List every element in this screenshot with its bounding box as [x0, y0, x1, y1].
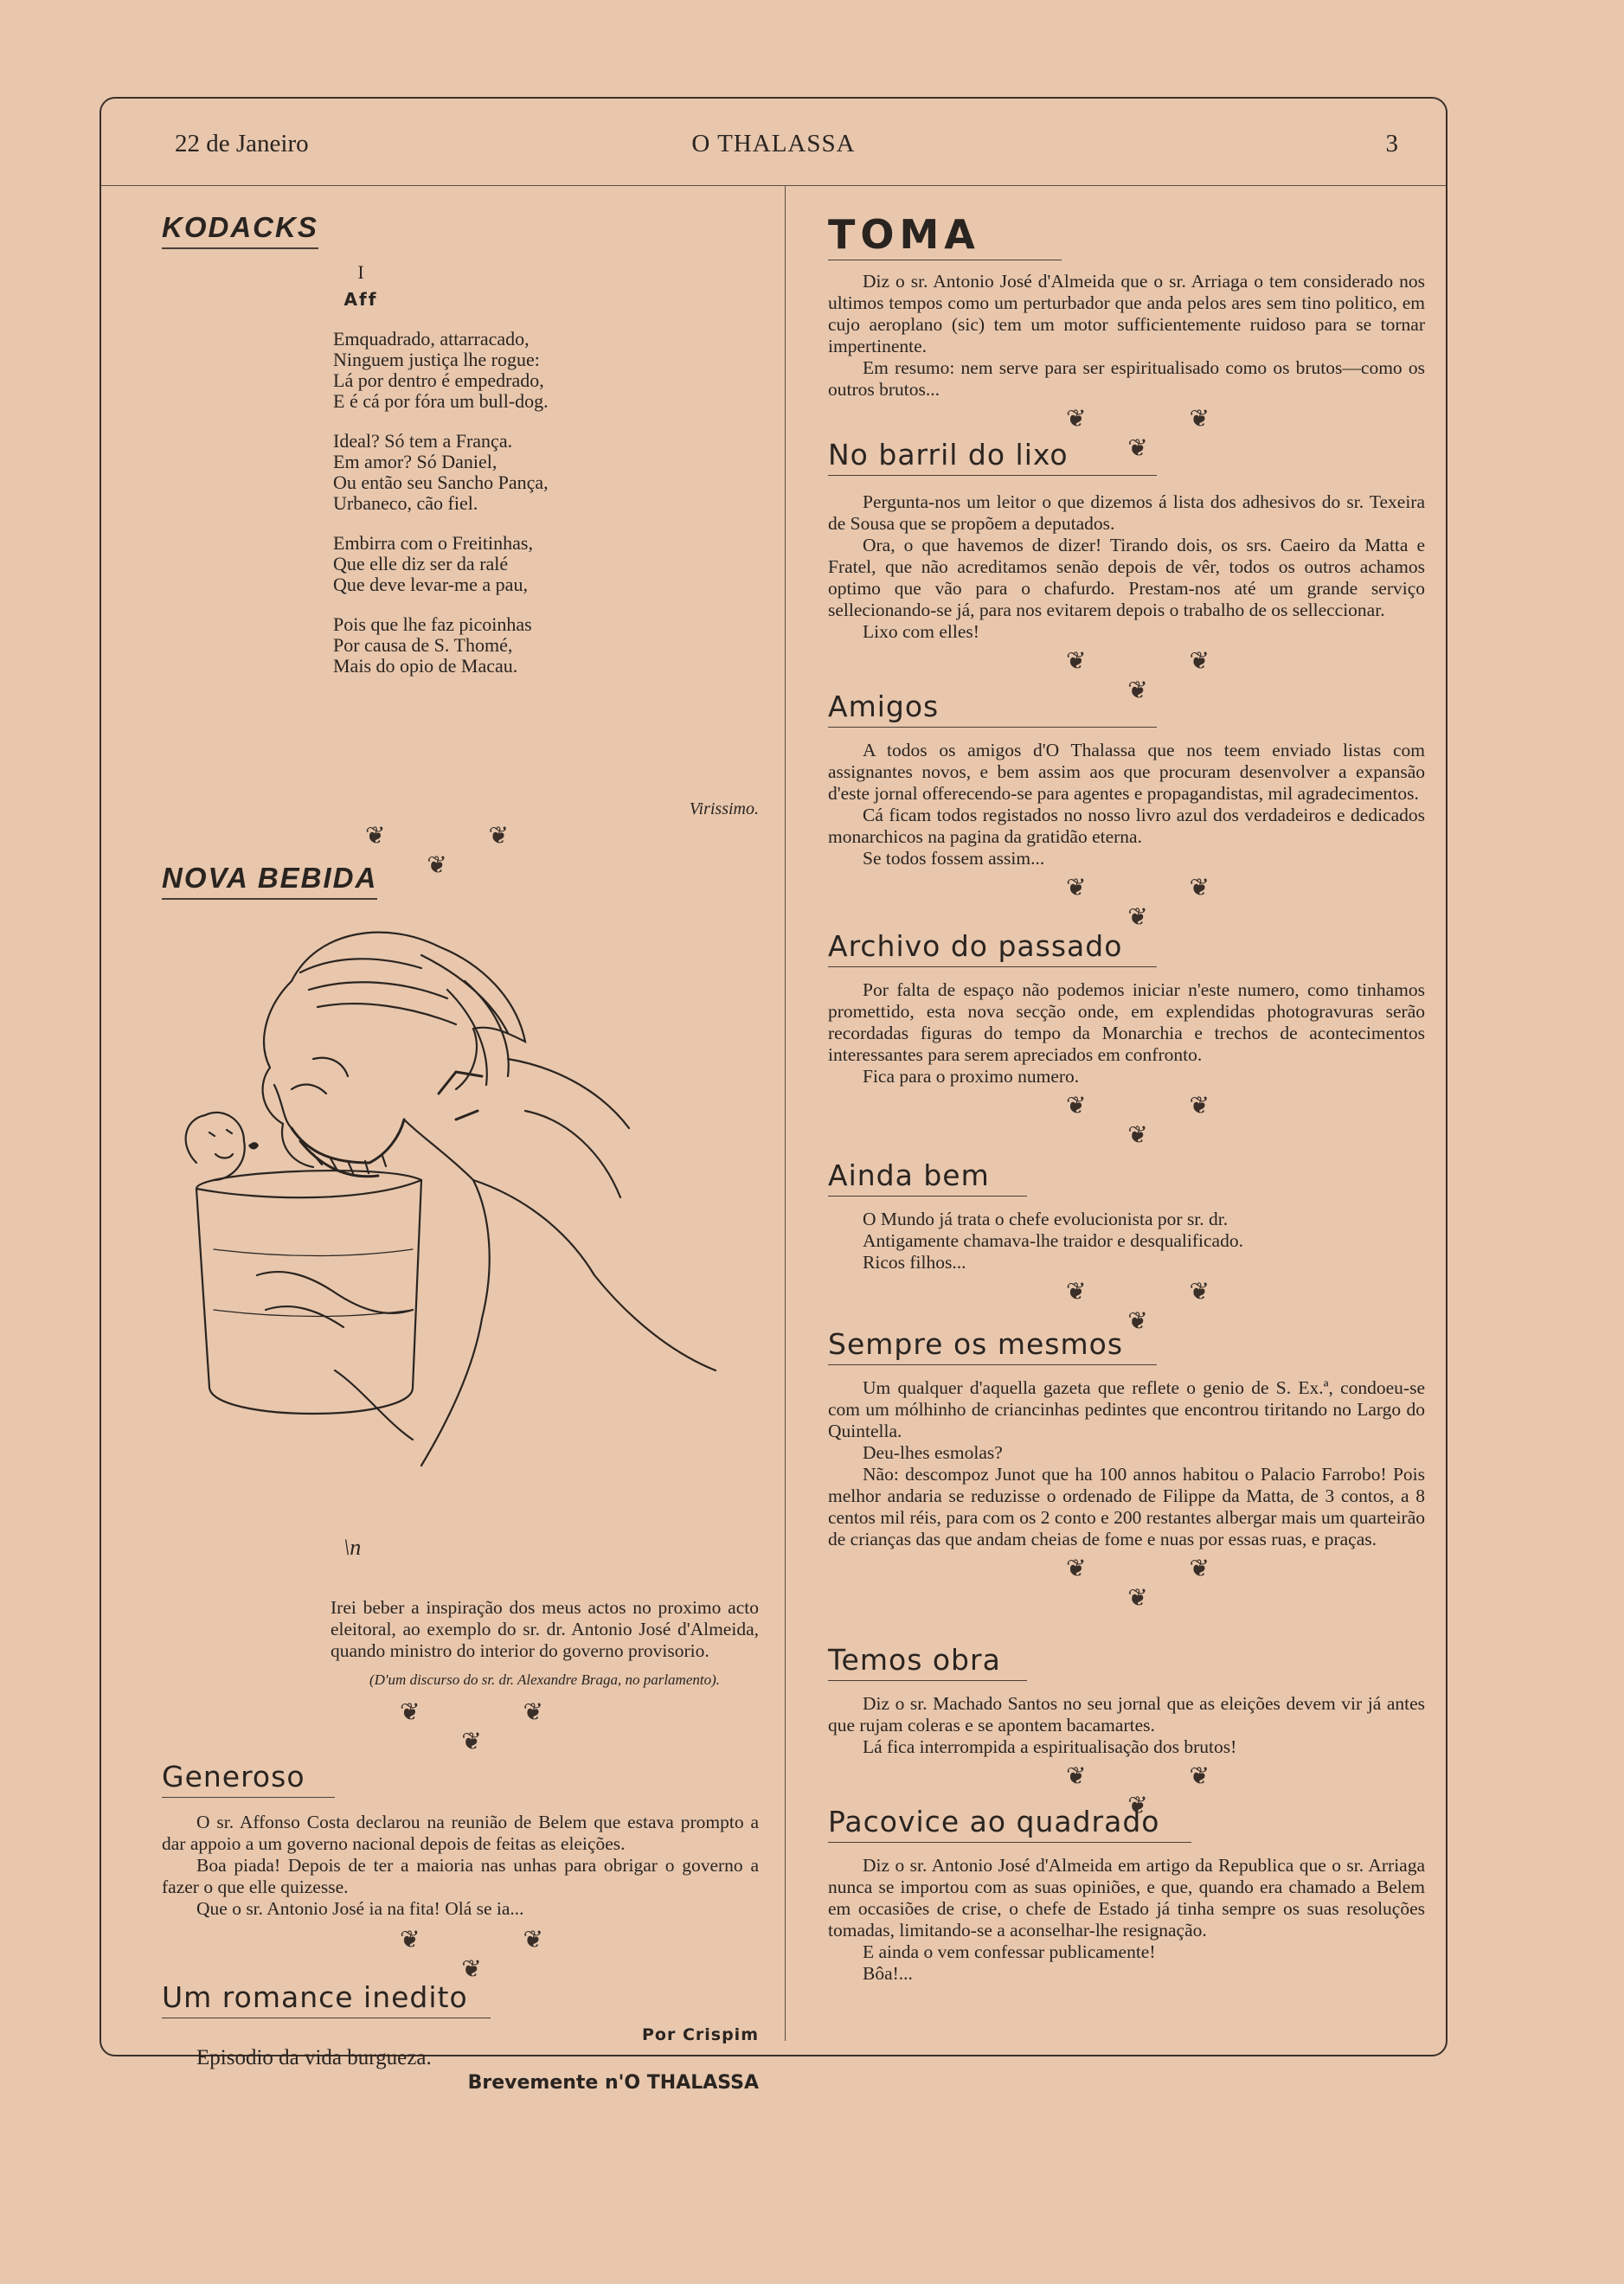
generoso-section: [162, 1760, 759, 1984]
ornament-icon: ❦ ❦ ❦: [1066, 1093, 1258, 1149]
sempre-section: [828, 1327, 1425, 1613]
paragraph: Cá ficam todos registados no nosso livro azul dos verdadeiros e dedicados monarchicos na pagina da gratidão eterna.: [828, 805, 1425, 847]
ornament-icon: ❦ ❦ ❦: [400, 1699, 592, 1755]
nova-bebida-title: NOVA BEBIDA: [162, 862, 377, 900]
pacovice-title: Pacovice ao quadrado: [828, 1805, 1191, 1843]
poem-line: Mais do opio de Macau.: [333, 655, 518, 677]
generoso-body: [162, 1812, 759, 1920]
paragraph: Diz o sr. Antonio José d'Almeida que o sr. Arriaga o tem considerado nos ultimos tempos como um perturbador que anda pelos ares sem tino politico, em cujo aeroplano (sic) tem um motor sufficientemente ruidoso para se tornar impertinente.: [828, 271, 1425, 356]
romance-subtitle: Episodio da vida burgueza.: [196, 2046, 432, 2069]
paragraph: Ricos filhos...: [863, 1252, 966, 1273]
paragraph: Lá fica interrompida a espiritualisação dos brutos!: [863, 1736, 1237, 1757]
generoso-title: Generoso: [162, 1760, 335, 1798]
poem-line: Ideal? Só tem a França.: [333, 430, 513, 452]
paragraph: Por falta de espaço não podemos iniciar n'este numero, como tinhamos promettido, esta nova secção onde, em explendidas photogravuras serão recordadas figuras do tempo da Monarchia e trechos de acontecimentos interessantes para serem apreciados em confronto.: [828, 979, 1425, 1065]
paragraph: Lixo com elles!: [863, 621, 979, 642]
header-page-number: 3: [1385, 130, 1398, 157]
poem-line: Ou então seu Sancho Pança,: [333, 472, 549, 493]
paragraph: Diz o sr. Machado Santos no seu jornal que as eleições devem vir já antes que rujam coleras e se apontem bacamartes.: [828, 1693, 1425, 1735]
toma-body: [828, 271, 1425, 401]
kodacks-signature: Virissimo.: [689, 799, 759, 818]
ornament-icon: ❦ ❦ ❦: [1066, 648, 1258, 704]
cartoon-illustration: [162, 903, 724, 1474]
paragraph: Deu-lhes esmolas?: [863, 1442, 1003, 1463]
poem-line: Emquadrado, attarracado,: [333, 328, 530, 350]
poem-stanza: [333, 614, 759, 677]
paragraph: A todos os amigos d'O Thalassa que nos teem enviado listas com assignantes novos, e bem assim aos que procuram desenvolver a expansão d'este jornal offerecendo-se para agentes e propagandistas, mil agradecimentos.: [828, 740, 1425, 804]
kodacks-subtitle: Aff: [343, 289, 378, 310]
paragraph: Boa piada! Depois de ter a maioria nas unhas para obrigar o governo a fazer o que elle quizesse.: [162, 1855, 759, 1897]
amigos-section: [828, 690, 1425, 932]
paragraph: Que o sr. Antonio José ia na fita! Olá se ia...: [196, 1898, 524, 1919]
ornament-icon: ❦ ❦ ❦: [365, 823, 557, 879]
ornament-icon: ❦ ❦ ❦: [1066, 406, 1258, 462]
artist-signature: \n: [343, 1535, 362, 1560]
paragraph: Bôa!...: [863, 1963, 913, 1984]
barril-body: [828, 491, 1425, 643]
temos-title: Temos obra: [828, 1643, 1027, 1681]
paragraph: Em resumo: nem serve para ser espiritualisado como os brutos—como os outros brutos...: [828, 357, 1425, 400]
temos-section: [828, 1643, 1425, 1820]
nova-bebida-caption: (D'um discurso do sr. dr. Alexandre Braga, no parlamento).: [369, 1671, 720, 1688]
ainda-body: [828, 1209, 1425, 1274]
ornament-icon: ❦ ❦ ❦: [400, 1927, 592, 1983]
poem-line: Embirra com o Freitinhas,: [333, 532, 533, 554]
paragraph: Se todos fossem assim...: [863, 848, 1045, 869]
ainda-section: [828, 1158, 1425, 1336]
poem-line: Que deve levar-me a pau,: [333, 574, 528, 595]
paragraph: O sr. Affonso Costa declarou na reunião de Belem que estava prompto a dar appoio a um governo nacional depois de feitas as eleições.: [162, 1812, 759, 1854]
poem-stanza: [333, 431, 759, 514]
paragraph: Antigamente chamava-lhe traidor e desqualificado.: [863, 1230, 1243, 1251]
kodacks-numeral: I: [357, 261, 364, 283]
poem-stanza: [333, 329, 759, 412]
archivo-body: [828, 979, 1425, 1087]
poem-line: Pois que lhe faz picoinhas: [333, 613, 532, 635]
ornament-icon: ❦ ❦ ❦: [1066, 1279, 1258, 1335]
paragraph: Ora, o que havemos de dizer! Tirando dois, os srs. Caeiro da Matta e Fratel, que não acreditamos senão depois de vêr, todos os outros achamos optimo que vão para o chafurdo. Prestam-nos até um grande serviço sellecionando-se já, para nos evitarem depois o trabalho de os selleccionar.: [828, 535, 1425, 620]
barril-section: [828, 438, 1425, 705]
paragraph: Um qualquer d'aquella gazeta que reflete o genio de S. Ex.ª, condoeu-se com um mólhinho de criancinhas pedintes que encontrou tiritando no Largo do Quintella.: [828, 1377, 1425, 1441]
pacovice-section: [828, 1805, 1425, 1985]
newspaper-page: [99, 97, 1447, 2094]
romance-title: Um romance inedito: [162, 1980, 491, 2018]
archivo-title: Archivo do passado: [828, 929, 1157, 967]
nova-bebida-quote: Irei beber a inspiração dos meus actos no proximo acto eleitoral, ao exemplo do sr. dr. Antonio José d'Almeida, quando ministro do interior do governo provisorio.: [331, 1597, 759, 1661]
header-title: O THALASSA: [691, 130, 856, 157]
header-date: 22 de Janeiro: [175, 130, 309, 157]
amigos-body: [828, 740, 1425, 869]
poem-line: Urbaneco, cão fiel.: [333, 492, 478, 514]
nova-bebida-section: [162, 862, 759, 900]
paragraph: E ainda o vem confessar publicamente!: [863, 1941, 1156, 1962]
poem-line: Por causa de S. Thomé,: [333, 634, 513, 656]
toma-section: [828, 211, 1425, 463]
amigos-title: Amigos: [828, 690, 1157, 728]
barril-title: No barril do lixo: [828, 438, 1157, 476]
paragraph: Não: descompoz Junot que ha 100 annos habitou o Palacio Farrobo! Pois melhor andaria se reduzisse o ordenado de Filippe da Matta, de 3 contos, a 8 centos mil réis, para com os 2 conto e 200 restantes albergar mais um quarteirão de crianças das que andam cheias de fome e nuas por essas ruas, e praças.: [828, 1464, 1425, 1549]
paragraph: Pergunta-nos um leitor o que dizemos á lista dos adhesivos do sr. Texeira de Sousa que se propõem a deputados.: [828, 491, 1425, 534]
nova-bebida-body: [162, 1535, 759, 1756]
ornament-icon: ❦ ❦ ❦: [1066, 1763, 1258, 1819]
sempre-body: [828, 1377, 1425, 1550]
paragraph: Fica para o proximo numero.: [863, 1066, 1080, 1087]
poem-line: E é cá por fóra um bull-dog.: [333, 390, 549, 412]
archivo-section: [828, 929, 1425, 1150]
poem-line: Que elle diz ser da ralé: [333, 553, 509, 574]
romance-soon: Brevemente n'O THALASSA: [467, 2072, 759, 2094]
paragraph: O Mundo já trata o chefe evolucionista por sr. dr.: [863, 1209, 1229, 1229]
ornament-icon: ❦ ❦ ❦: [1066, 1556, 1258, 1612]
romance-section: [162, 1980, 759, 2094]
sempre-title: Sempre os mesmos: [828, 1327, 1157, 1365]
ainda-title: Ainda bem: [828, 1158, 1027, 1197]
ornament-icon: ❦ ❦ ❦: [1066, 875, 1258, 931]
page-header: [101, 99, 1446, 186]
romance-byline: Por Crispim: [641, 2025, 759, 2044]
kodacks-poem: [333, 329, 759, 677]
poem-line: Em amor? Só Daniel,: [333, 451, 497, 472]
column-divider: [785, 185, 786, 2041]
temos-body: [828, 1693, 1425, 1758]
paragraph: Diz o sr. Antonio José d'Almeida em artigo da Republica que o sr. Arriaga nunca se importou com as suas opiniões, e que, quando era chamado a Belem em occasiões de crise, o chefe de Estado já tinha sempre os suas resoluções tomadas, limitando-se a aconselhar-lhe resignação.: [828, 1855, 1425, 1941]
kodacks-title: KODACKS: [162, 211, 318, 249]
poem-line: Ninguem justiça lhe rogue:: [333, 349, 540, 370]
poem-line: Lá por dentro é empedrado,: [333, 369, 544, 391]
pacovice-body: [828, 1855, 1425, 1985]
toma-title: TOMA: [828, 211, 1062, 260]
poem-stanza: [333, 533, 759, 595]
